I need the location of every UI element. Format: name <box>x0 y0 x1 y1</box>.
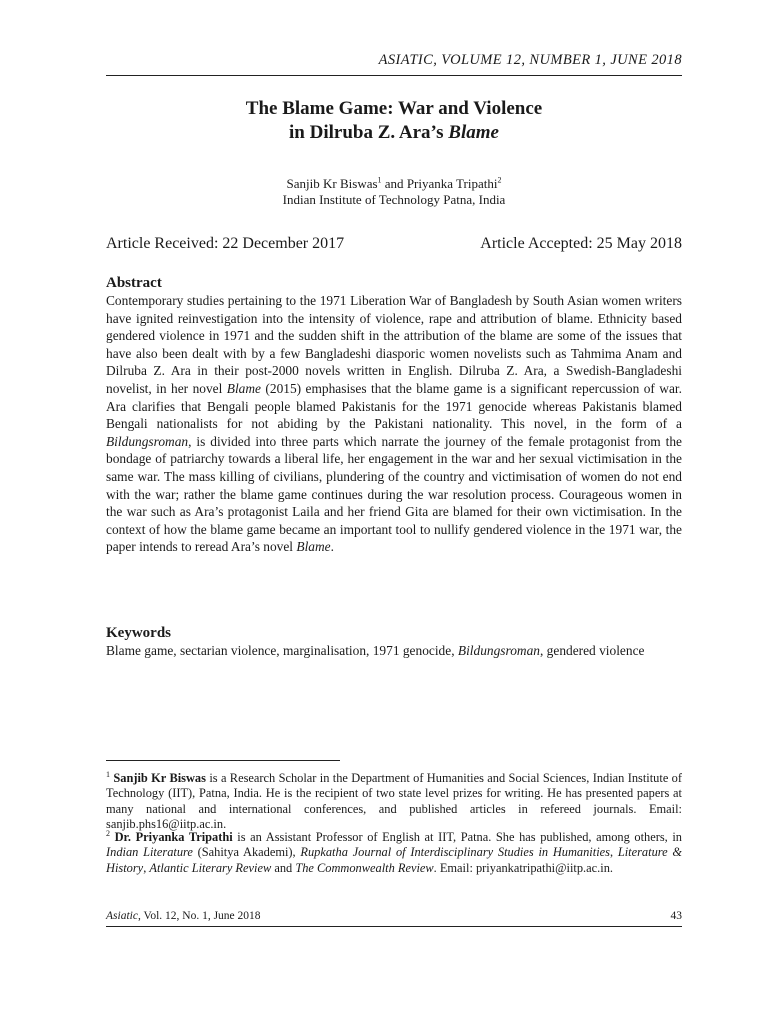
footnote-2-text-1: is an Assistant Professor of English at IIT, Patna. She has published, among others, in <box>232 830 683 845</box>
footnote-2 <box>106 826 682 876</box>
footnote-2-journal-1: Indian Literature <box>106 845 193 860</box>
abstract-part-3: , is divided into three parts which narrate the journey of the female protagonist from the bondage of patriarchy towards a liberal life, her engagement in the war and her sexual victimisation in the same war. The mass killing of civilians, plundering of the country and victimisation of women do not end with the war; rather the blame game continues during the war resolution process. Courageous women in the war such as Ara’s protagonist Laila and her friend Gita are blamed for their own victimisation. In the context of how the blame game became an important tool to nullify gendered violence in the 1971 war, the paper intends to reread Ara’s novel <box>106 433 682 555</box>
footnote-2-journal-2: Rupkatha Journal of Interdisciplinary Studies in Humanities <box>300 845 610 860</box>
article-accepted-date: Article Accepted: 25 May 2018 <box>480 235 682 252</box>
footnote-1-mark: 1 <box>106 770 110 779</box>
footnote-1-text: is a Research Scholar in the Department of Humanities and Social Sciences, Indian Institute of Technology (IIT), Patna, India. He is the recipient of two state level prizes for writing. He has presented papers at many national and international conferences, and published articles in refereed journals. Email: sanjib.phs16@iitp.ac.in. <box>106 771 682 831</box>
footnote-2-journal-3: Literature & History <box>106 845 683 875</box>
footnote-separator <box>106 760 340 761</box>
running-header: ASIATIC, VOLUME 12, NUMBER 1, JUNE 2018 <box>378 52 682 68</box>
keywords-part-2: , gendered violence <box>539 643 645 658</box>
abstract-text <box>106 292 682 556</box>
title-novel-name: Blame <box>448 122 499 143</box>
affiliation: Indian Institute of Technology Patna, India <box>282 192 506 207</box>
author-block <box>106 176 682 208</box>
page-number: 43 <box>670 910 682 922</box>
footnote-2-mark: 2 <box>106 829 110 838</box>
author-2: Priyanka Tripathi <box>406 176 498 191</box>
author-connector: and <box>381 176 407 191</box>
footnote-1-name: Sanjib Kr Biswas <box>113 771 206 786</box>
author-names <box>106 176 682 192</box>
title-line-2-text: in Dilruba Z. Ara’s <box>289 122 449 143</box>
footer-citation <box>106 910 261 922</box>
abstract-heading: Abstract <box>106 275 162 291</box>
keywords-text <box>106 642 682 660</box>
abstract-italic-1: Blame <box>226 380 261 396</box>
footnote-2-text-5: and <box>271 860 296 875</box>
keywords-italic: Bildungsroman <box>457 643 540 658</box>
article-received-date: Article Received: 22 December 2017 <box>106 235 345 252</box>
footnote-2-text-2: (Sahitya Akademi), <box>192 845 301 860</box>
footnote-2-name: Dr. Priyanka Tripathi <box>114 830 233 845</box>
keywords-part-1: Blame game, sectarian violence, marginalisation, 1971 genocide, <box>106 643 458 658</box>
title-line-1: The Blame Game: War and Violence <box>245 98 543 119</box>
footer-citation-text: , Vol. 12, No. 1, June 2018 <box>137 910 261 922</box>
abstract-italic-3: Blame <box>296 539 331 555</box>
abstract-part-4: . <box>330 539 334 555</box>
abstract-italic-2: Bildungsroman <box>106 433 189 449</box>
footnote-2-journal-4: Atlantic Literary Review <box>149 860 272 875</box>
keywords-heading: Keywords <box>106 625 171 641</box>
footnote-2-journal-5: The Commonwealth Review <box>295 860 434 875</box>
abstract-part-2: (2015) emphasises that the blame game is a significant repercussion of war. Ara clarifies that Bengali people blamed Pakistanis for the 1971 genocide whereas Pakistanis blamed Bengali nationalists for not abiding by the Pakistani nationality. This novel, in the form of a <box>106 380 682 432</box>
footer-rule <box>106 926 682 927</box>
author-1: Sanjib Kr Biswas <box>286 176 378 191</box>
article-title <box>106 97 682 145</box>
footnote-2-text-6: . Email: priyankatripathi@iitp.ac.in. <box>433 860 613 875</box>
author-1-footnote-mark[interactable]: 1 <box>377 175 382 185</box>
title-line-2 <box>106 121 682 145</box>
abstract-part-1: Contemporary studies pertaining to the 1971 Liberation War of Bangladesh by South Asian women writers have ignited reinvestigation into the intensity of violence, rape and attribution of blame. Ethnicity based gendered violence in 1971 and the sudden shift in the attribution of the blame are some of the issues that have also been dealt with by a few Bangladeshi diasporic women novelists such as Tahmima Anam and Dilruba Z. Ara in their post-2000 novels written in English. Dilruba Z. Ara, a Swedish-Bangladeshi novelist, in her novel <box>106 293 682 396</box>
header-rule <box>106 75 682 76</box>
footnote-2-text-3: , <box>609 845 618 860</box>
footnote-1 <box>106 767 682 832</box>
footnote-2-text-4: , <box>143 860 150 875</box>
author-2-footnote-mark[interactable]: 2 <box>497 175 502 185</box>
footer-journal-name: Asiatic <box>106 910 138 922</box>
